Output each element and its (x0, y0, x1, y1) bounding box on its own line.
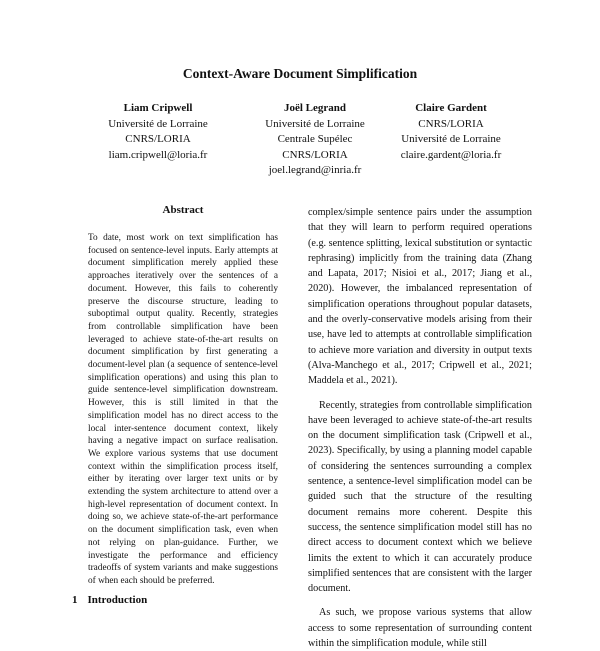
author-email: liam.cripwell@loria.fr (108, 148, 208, 161)
abstract-text: To date, most work on text simplification has focused on sentence-level inputs. Early attempts at document simplification merely applied these approaches iteratively over the sentences of a document. However, this fails to coherently preserve the discourse structure, leading to suboptimal output quality. Recently, strategies from controllable simplification have been leveraged to achieve state-of-the-art results on document simplification by first generating a document-level plan (a sequence of sentence-level simplification operations) and using this plan to guide sentence-level simplification downstream. However, this is still limited in that the simplification model has no direct access to the local inter-sentence document context, likely having a negative impact on surface realisation. We explore various systems that use document context within the simplification process itself, either by iterating over larger text units or by extending the system architecture to attend over a high-level representation of document context. In doing so, we achieve state-of-the-art performance on the document simplification task, even when not relying on plan-guidance. Further, we investigate the performance and efficiency tradeoffs of system variants and make suggestions of when each should be preferred. (88, 233, 278, 586)
author-affiliation: Centrale Supélec (277, 133, 353, 145)
author-name: Claire Gardent (415, 102, 487, 114)
author-name: Liam Cripwell (123, 102, 193, 114)
section-title: Introduction (87, 594, 148, 606)
author-affiliation: CNRS/LORIA (282, 148, 348, 161)
body-paragraph: As such, we propose various systems that allow access to some representation of surrounding content within the simplification module, while still (308, 607, 532, 650)
author-affiliation: Université de Lorraine (265, 117, 365, 130)
abstract-heading: Abstract (162, 204, 204, 216)
author-affiliation: Université de Lorraine (401, 133, 501, 145)
author-block-1 (73, 101, 243, 163)
author-affiliation: Université de Lorraine (108, 117, 208, 130)
paper-title: Context-Aware Document Simplification (182, 66, 418, 81)
body-paragraph: Recently, strategies from controllable simplification have been leveraged to achieve state-of-the-art results on the document simplification task (Cripwell et al., 2023). Specifically, by using a planning model capable of considering the sentences surrounding a complex sentence, a sentence-level simplification model can be guided such that the structure of the resulting document remains more coherent. Despite this success, the sentence simplification model still has no direct access to document context which we believe limits the extent to which it can accurately produce simplified sentences that are consistent with the larger document. (308, 399, 532, 595)
author-name: Joël Legrand (283, 102, 347, 114)
section-number: 1 (72, 594, 78, 606)
section-heading (72, 594, 147, 606)
body-paragraph: complex/simple sentence pairs under the assumption that they will learn to perform required operations (e.g. sentence splitting, lexical substitution or syntactic rephrasing) implicitly from the training data (Zhang and Lapata, 2017; Nisioi et al., 2017; Jiang et al., 2020). However, the imbalanced representation of simplification operations throughout popular datasets, and the overly-conservative models arising from their use, have led to attempts at controllable simplification to achieve more variation and diversity in output texts (Alva-Manchego et al., 2017; Cripwell et al., 2021; Maddela et al., 2021). (308, 207, 532, 387)
author-affiliation: CNRS/LORIA (418, 117, 484, 130)
author-affiliation: CNRS/LORIA (125, 133, 191, 145)
right-column-body (308, 205, 532, 651)
author-block-3 (366, 101, 536, 163)
author-email: claire.gardent@loria.fr (400, 148, 502, 161)
author-email: joel.legrand@inria.fr (268, 164, 362, 176)
